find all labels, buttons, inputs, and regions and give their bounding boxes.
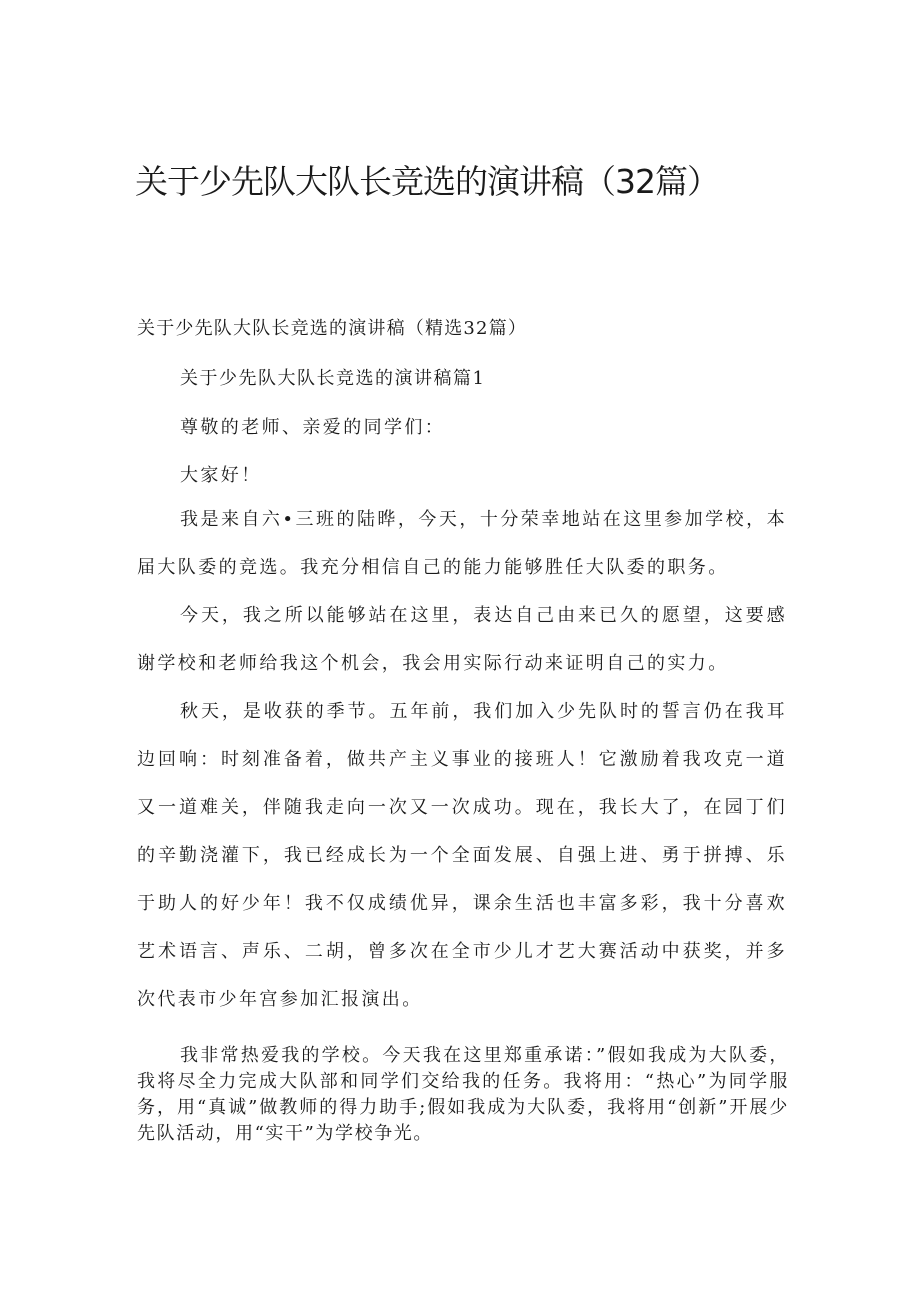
paragraph: 今天，我之所以能够站在这里，表达自己由来已久的愿望，这要感谢学校和老师给我这个机会，我会用实际行动来证明自己的实力。 xyxy=(137,605,787,674)
paragraph: 秋天，是收获的季节。五年前，我们加入少先队时的誓言仍在我耳边回响：时刻准备着，做共产主义事业的接班人！它激励着我攻克一道又一道难关，伴随我走向一次又一次成功。现在，我长大了，在园丁们的辛勤浇灌下，我已经成长为一个全面发展、自强上进、勇于拼搏、乐于助人的好少年！我不仅成绩优异，课余生活也丰富多彩，我十分喜欢艺术语言、声乐、二胡，曾多次在全市少儿才艺大赛活动中获奖，并多次代表市少年宫参加汇报演出。 xyxy=(137,701,787,1010)
document-title: 关于少先队大队长竞选的演讲稿（32篇） xyxy=(135,162,719,201)
paragraph: 我是来自六•三班的陆晔，今天，十分荣幸地站在这里参加学校，本届大队委的竞选。我充分相信自己的能力能够胜任大队委的职务。 xyxy=(137,509,787,578)
document-subtitle: 关于少先队大队长竞选的演讲稿（精选32篇） xyxy=(137,318,528,339)
greeting: 大家好！ xyxy=(180,465,262,486)
paragraph: 我非常热爱我的学校。今天我在这里郑重承诺：”假如我成为大队委，我将尽全力完成大队部和同学们交给我的任务。我将用：“热心”为同学服务，用“真诚”做教师的得力助手;假如我成为大队委，我将用“创新”开展少先队活动，用“实干”为学校争光。 xyxy=(137,1045,789,1144)
chapter-heading: 关于少先队大队长竞选的演讲稿篇1 xyxy=(180,368,486,389)
salutation: 尊敬的老师、亲爱的同学们： xyxy=(180,417,446,438)
